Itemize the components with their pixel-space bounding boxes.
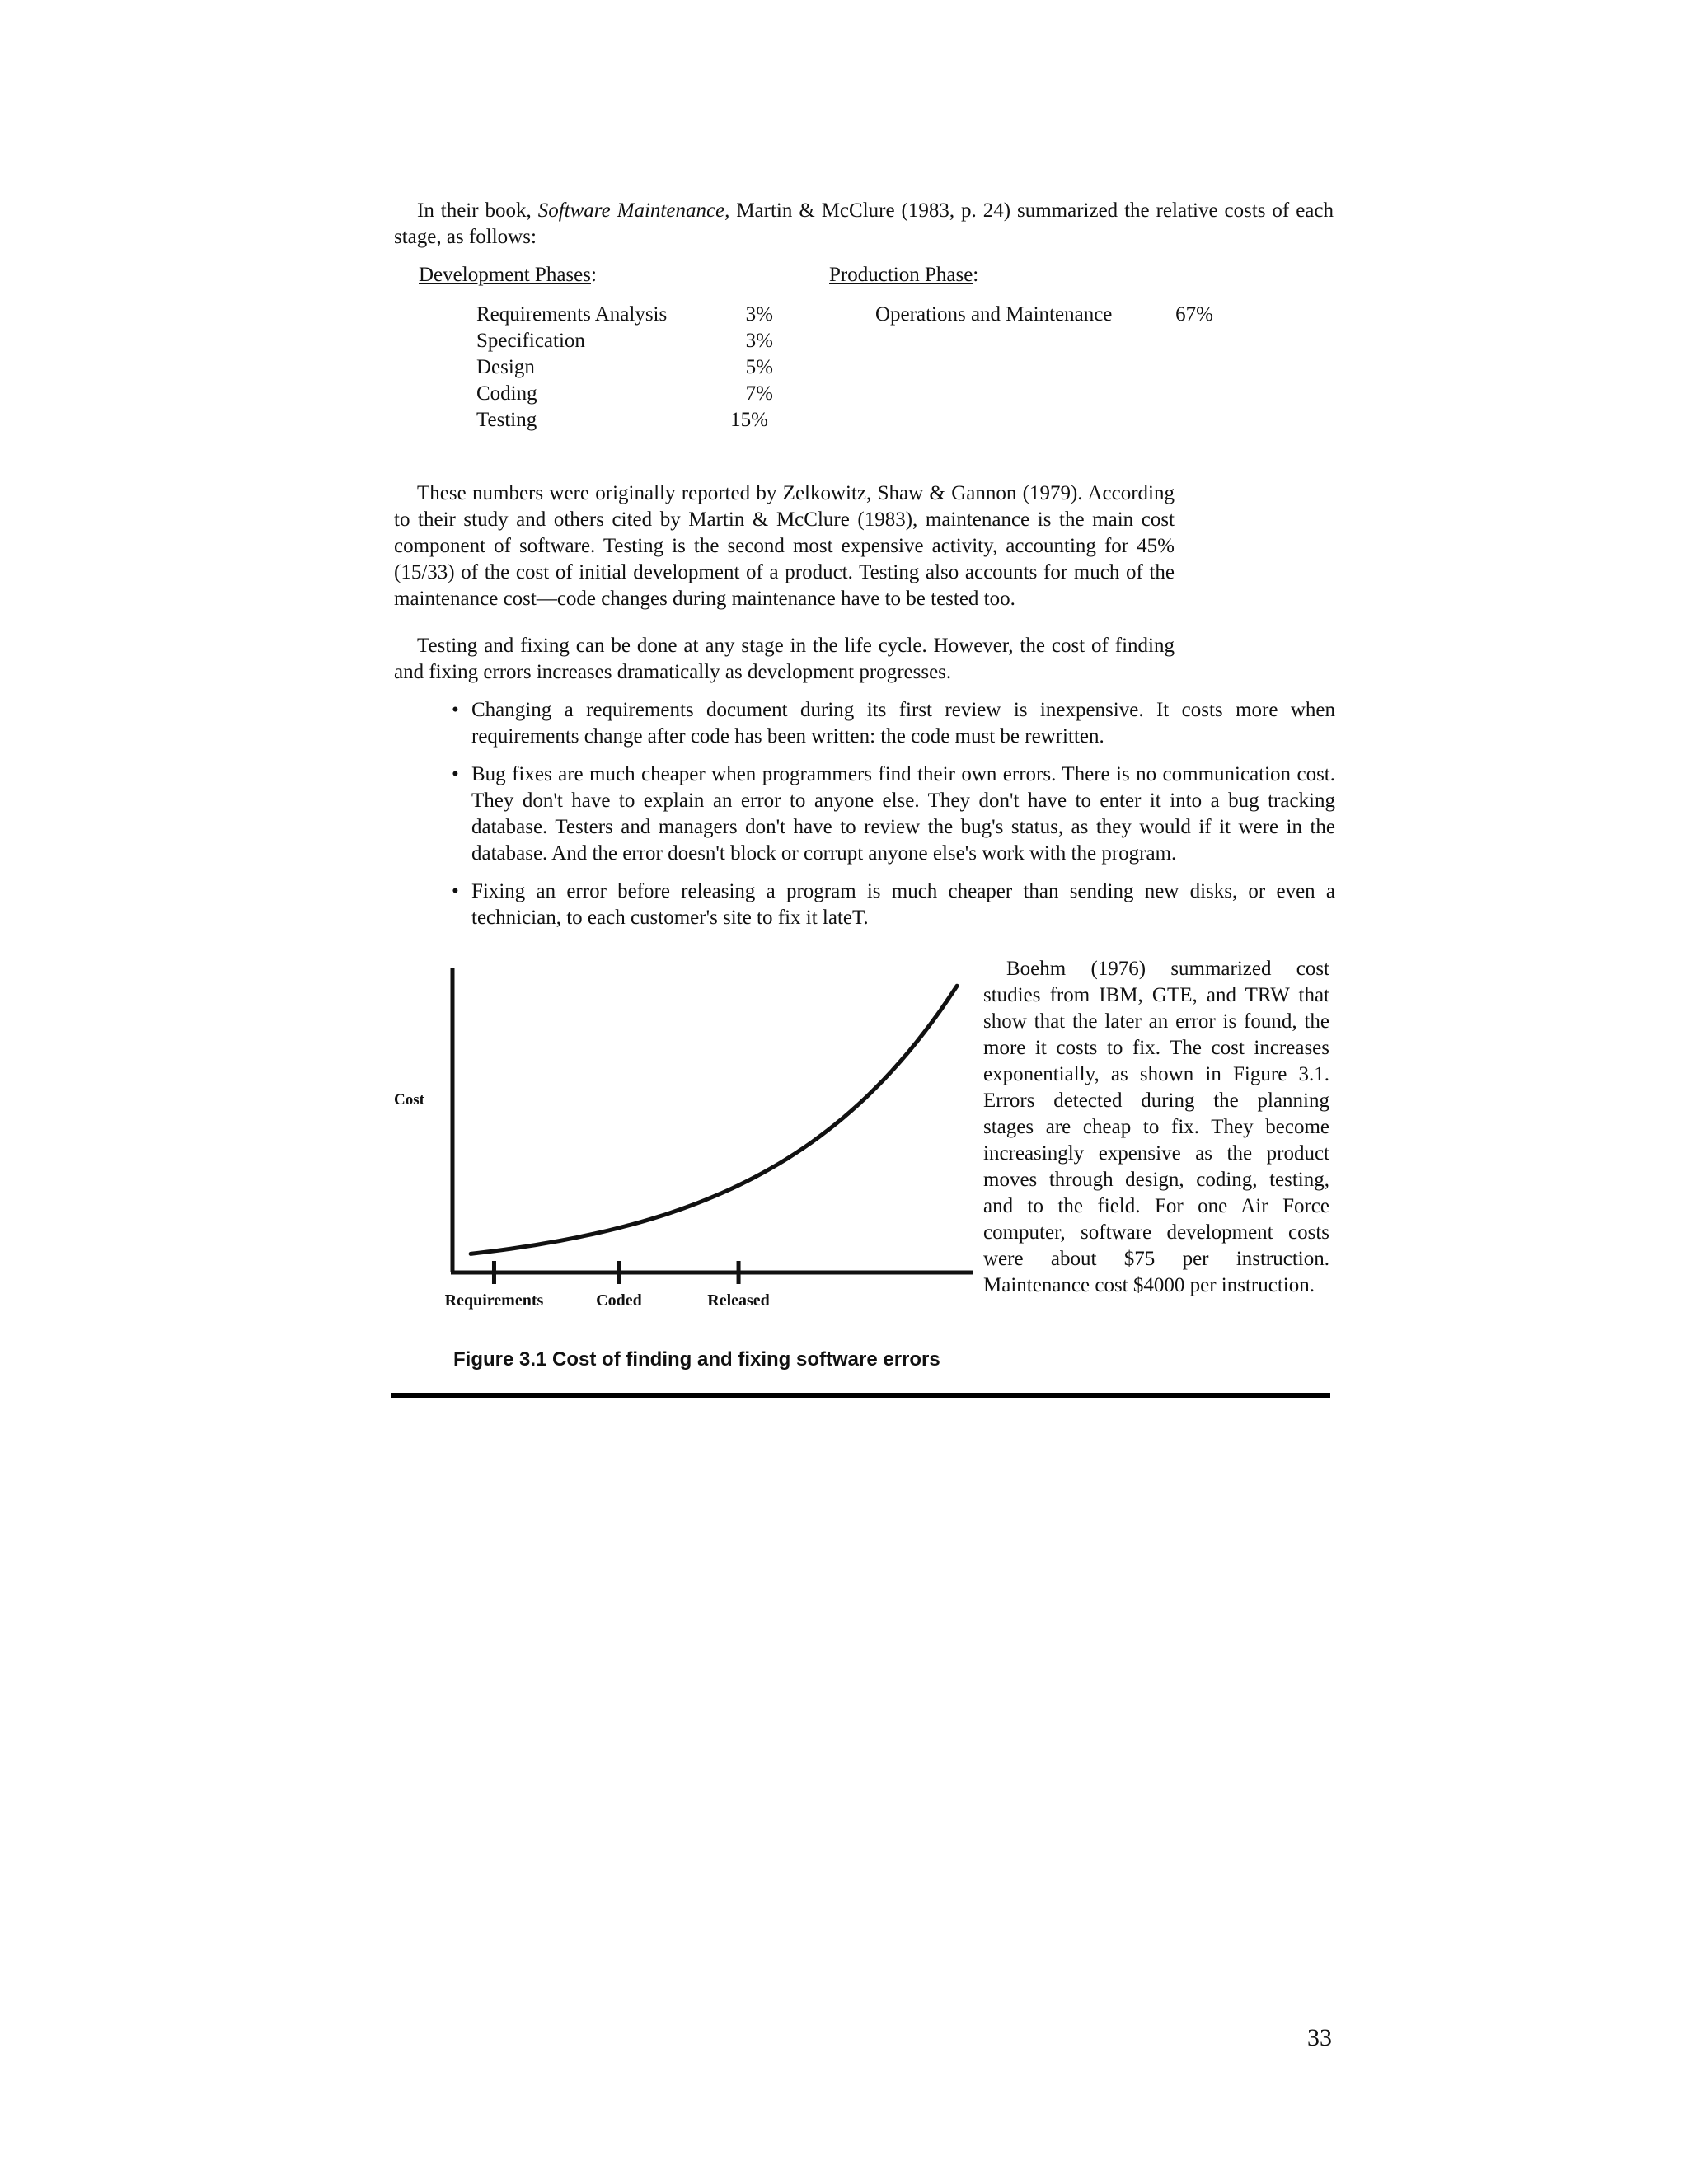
page-number: 33: [1307, 2024, 1332, 2051]
y-axis-label: Cost: [394, 1091, 424, 1108]
boehm-paragraph: Boehm (1976) summarized cost studies from IBM, GTE, and TRW that show that the later an error is found, the more it costs to fix. The cost increases exponentially, as shown in Figure 3.1. Errors detected during the planning stages are cheap to fix. They become increasingly expensive as the product moves through design, coding, testing, and to the field. For one Air Force computer, software development costs were about $75 per instruction. Maintenance cost $4000 per instruction.: [983, 958, 1329, 1296]
phase-percent: 3%: [745, 303, 773, 326]
phase-name: Requirements Analysis: [476, 303, 668, 326]
x-tick-label: Released: [707, 1291, 770, 1310]
phase-name: Specification: [476, 330, 585, 352]
bullet-text: Bug fixes are much cheaper when programmers find their own errors. There is no communication cost. They don't have to explain an error to anyone else. They don't have to enter it into a bug tracking database. Testers and managers don't have to review the bug's status, as they would if it were in the database. And the error doesn't block or corrupt anyone else's work with the program.: [471, 763, 1335, 865]
phase-name: Operations and Maintenance: [875, 303, 1113, 326]
bullet-icon: •: [452, 880, 459, 902]
section-divider: [391, 1393, 1330, 1398]
table-row: [476, 381, 773, 407]
x-tick-label: Coded: [596, 1291, 642, 1310]
phase-name: Coding: [476, 382, 537, 405]
phase-name: Design: [476, 356, 535, 378]
intro-paragraph: [394, 198, 1334, 251]
list-item: [452, 762, 1335, 867]
table-row: [476, 407, 768, 434]
cost-chart: [387, 948, 973, 1385]
phase-percent: 5%: [745, 356, 773, 378]
development-phases-heading: Development Phases:: [419, 264, 597, 286]
phase-percent: 15%: [730, 409, 768, 431]
table-row: [476, 354, 773, 381]
phase-percent: 67%: [1175, 303, 1213, 326]
bullet-text: Changing a requirements document during its first review is inexpensive. It costs more when requirements change after code has been written: the code must be rewritten.: [471, 699, 1335, 748]
zelkowitz-paragraph: These numbers were originally reported by Zelkowitz, Shaw & Gannon (1979). According to their study and others cited by Martin & McClure (1983), maintenance is the main cost component of software. Testing is the second most expensive activity, accounting for 45% (15/33) of the cost of initial development of a product. Testing also accounts for much of the maintenance cost—code changes during maintenance have to be tested too.: [394, 482, 1175, 610]
x-tick-label: Requirements: [444, 1291, 544, 1310]
intro-suffix: Martin & McClure (1983, p. 24) summarized the relative costs of each stage, as follows:: [394, 199, 1334, 248]
testing-fixing-paragraph: Testing and fixing can be done at any stage in the life cycle. However, the cost of finding and fixing errors increases dramatically as development progresses.: [394, 635, 1175, 683]
figure-3-1: [387, 948, 973, 1385]
table-row: [476, 302, 773, 328]
bullet-icon: •: [452, 699, 459, 721]
list-item: [452, 697, 1335, 750]
phase-name: Testing: [476, 409, 537, 431]
bullet-list: [452, 697, 1335, 943]
intro-prefix: In their book,: [417, 199, 538, 222]
table-row: [476, 328, 773, 354]
bullet-text: Fixing an error before releasing a program is much cheaper than sending new disks, or even a technician, to each customer's site to fix it lateT.: [471, 880, 1335, 929]
figure-caption: Figure 3.1 Cost of finding and fixing software errors: [453, 1348, 940, 1371]
book-title: Software Maintenance,: [537, 199, 730, 222]
table-row: [875, 302, 1213, 328]
bullet-icon: •: [452, 763, 459, 785]
cost-curve-line: [471, 986, 957, 1254]
list-item: [452, 879, 1335, 931]
tick-group: [445, 1261, 770, 1310]
production-phase-heading: Production Phase:: [829, 264, 979, 286]
phase-percent: 3%: [745, 330, 773, 352]
phase-percent: 7%: [745, 382, 773, 405]
